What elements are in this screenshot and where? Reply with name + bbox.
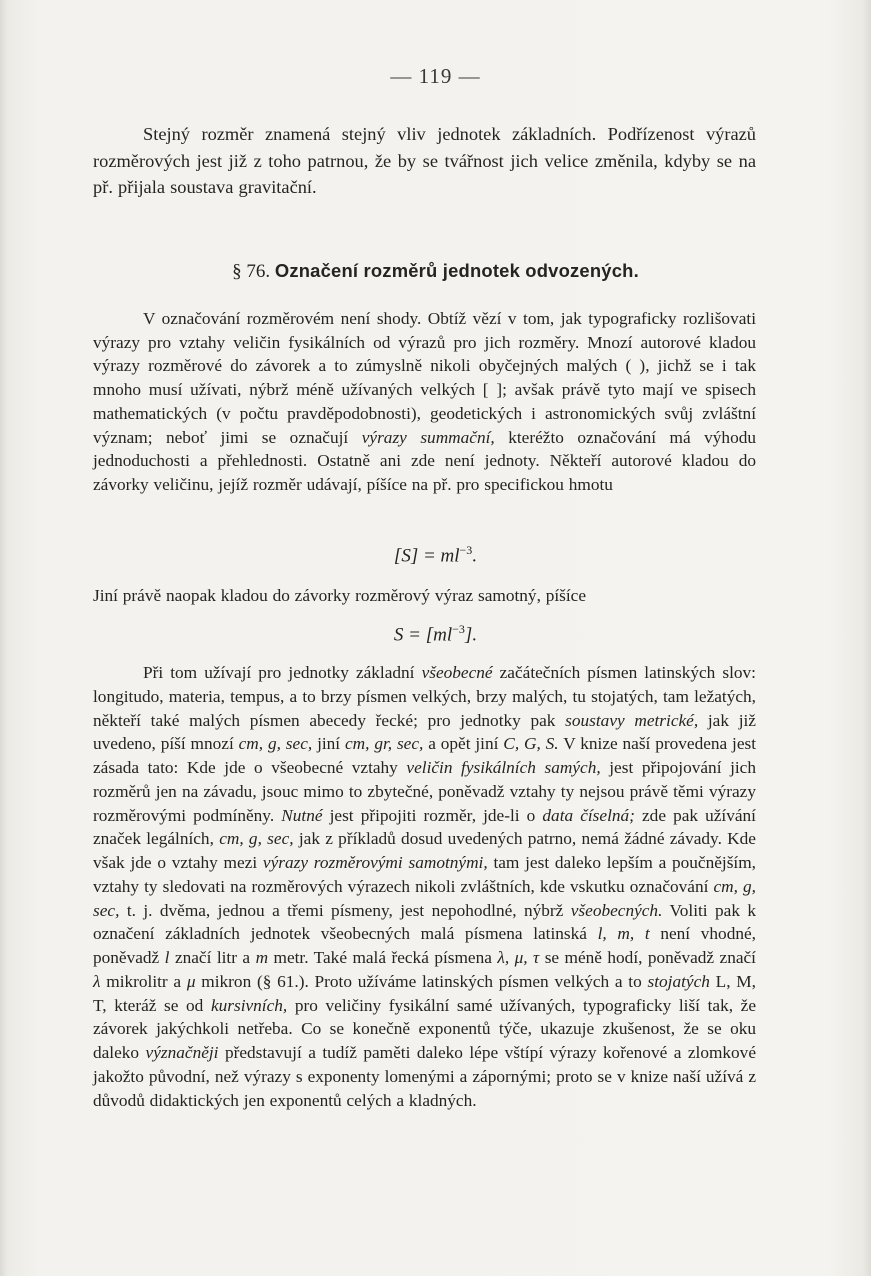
text-run: se méně hodí, poněvadž značí bbox=[544, 948, 756, 968]
paragraph-1 bbox=[93, 307, 756, 497]
italic-phrase: m bbox=[255, 948, 269, 968]
paragraph-1-italic: výrazy summační, bbox=[361, 427, 495, 447]
italic-phrase: data číselná; bbox=[542, 805, 635, 825]
text-run: tam jest daleko lepším a poučnějším, vztahy ty sledovati na rozměrových výrazech nikoli zvláštních, kde vskutku označování bbox=[93, 853, 756, 896]
text-run: mikrolitr a bbox=[106, 971, 182, 991]
intro-paragraph: Stejný rozměr znamená stejný vliv jednotek základních. Podřízenost výrazů rozměrových jest již z toho patrnou, že by se tvářnost jich velice změnila, kdyby se na př. přijala soustava gravitační. bbox=[93, 124, 756, 198]
italic-phrase: Nutné bbox=[281, 805, 323, 825]
text-run: zde pak užívání značek legálních, bbox=[93, 805, 756, 849]
text-run: jest připojování jich rozměrů jen na závadu, jsouc mimo to zbytečné, poněvadž vztahy ty nejsou právě těmi výrazy rozměrovými podmíněny. bbox=[93, 758, 756, 825]
italic-phrase: cm, gr, sec, bbox=[344, 734, 424, 754]
formula-part: ]. bbox=[464, 624, 478, 646]
paragraph-1-text: V označování rozměrovém není shody. Obtíž vězí v tom, jak typograficky rozlišovati výrazy pro vztahy veličin fysikálních od výrazů pro jich rozměry. Mnozí autorové kladou výrazy rozměrové do závorek a to zúmyslně nikoli obyčejných malých ( ), jichž se i tak mnoho musí užívati, nýbrž méně užívaných velkých [ ]; avšak právě tyto mají ve spisech mathematických (v počtu pravděpodobnosti), geodetických i astronomických svůj zvláštní význam; neboť jimi se označují bbox=[93, 309, 756, 447]
text-run: pro veličiny fysikální samé užívaných, typograficky liší tak, že závorek jakýchkoli netřeba. Co se konečně exponentů týče, ukazuje zkušenost, že se oku daleko bbox=[93, 995, 756, 1063]
italic-phrase: stojatých bbox=[647, 971, 710, 991]
text-run: L, M, T, kteráž se od bbox=[93, 971, 756, 1015]
italic-phrase: C, G, S. bbox=[503, 734, 559, 754]
text-run: jest připojiti rozměr, jde-li o bbox=[329, 805, 536, 825]
italic-phrase: l, m, t bbox=[597, 924, 650, 944]
italic-phrase: veličin fysikálních samých, bbox=[406, 758, 601, 778]
section-heading bbox=[0, 256, 871, 287]
text-run: jiní bbox=[317, 734, 341, 754]
text-run: není vhodné, poněvadž bbox=[93, 924, 756, 968]
formula-part: −3 bbox=[459, 543, 473, 557]
formula-part: [S] = ml bbox=[393, 545, 460, 567]
italic-phrase: výrazy rozměrovými samotnými, bbox=[262, 853, 488, 873]
text-run: Při tom užívají pro jednotky základní bbox=[143, 663, 415, 682]
text-run: mikron (§ 61.). Proto užíváme latinských písmen velkých a to bbox=[201, 971, 642, 991]
italic-phrase: všeobecné bbox=[421, 663, 493, 682]
text-run: t. j. dvěma, jednou a třemi písmeny, jest nepohodlné, nýbrž bbox=[126, 900, 564, 920]
formula-specific-mass bbox=[0, 543, 871, 567]
text-run: Voliti pak k označení základních jednotek všeobecných malá písmena latinská bbox=[93, 900, 757, 944]
paragraph-1-continued: kteréžto označování má výhodu jednoduchosti a přehlednosti. Ostatně ani zde není jednoty. Někteří autorové kladou do závorky veličinu, jejíž rozměr udávají, píšíce na př. pro specifickou hmotu bbox=[93, 427, 756, 494]
italic-phrase: cm, g, sec, bbox=[219, 829, 294, 849]
italic-phrase: kursivních, bbox=[210, 995, 288, 1015]
formula-part: . bbox=[472, 545, 478, 567]
text-run: začátečních písmen latinských slov: longitudo, materia, tempus, a to brzy písmen velkých, brzy malých, tu stojatých, tam ležatých, někteří také malých písmen abecedy řecké; pro jednotky pak bbox=[93, 663, 756, 730]
italic-phrase: všeobecných. bbox=[570, 900, 663, 920]
italic-phrase: soustavy metrické, bbox=[565, 710, 699, 730]
section-number: § 76. bbox=[232, 261, 271, 282]
italic-phrase: význačněji bbox=[145, 1043, 219, 1063]
italic-phrase: l bbox=[164, 948, 170, 968]
italic-phrase: cm, g, sec, bbox=[93, 876, 756, 920]
italic-phrase: λ bbox=[93, 971, 101, 991]
italic-phrase: λ, μ, τ bbox=[497, 948, 540, 968]
text-run: jak již uvedeno, píší mnozí bbox=[93, 710, 756, 754]
italic-phrase: cm, g, sec, bbox=[238, 734, 313, 754]
text-run: a opět jiní bbox=[428, 734, 499, 754]
page-number: — 119 — bbox=[390, 64, 481, 88]
section-title: Označení rozměrů jednotek odvozených. bbox=[274, 260, 639, 281]
text-run: metr. Také malá řecká písmena bbox=[273, 948, 492, 968]
italic-phrase: μ bbox=[186, 971, 196, 991]
text-run: představují a tudíž paměti daleko lépe vštípí výrazy kořenové a zlomkové jakožto původní, než výrazy s exponenty lomenými a zápornými; proto se v knize naší užívá z důvodů didaktických jen exponentů celých a kladných. bbox=[93, 1043, 756, 1110]
formula-part: −3 bbox=[452, 622, 465, 636]
formula-part: S = [ml bbox=[393, 624, 453, 646]
text-run: V knize naší provedena jest zásada tato: Kde jde o všeobecné vztahy bbox=[93, 734, 757, 778]
text-run: značí litr a bbox=[174, 948, 251, 968]
paragraph-3 bbox=[93, 661, 756, 1113]
formula-dimension bbox=[0, 622, 871, 646]
paragraph-2: Jiní právě naopak kladou do závorky rozměrový výraz samotný, píšíce bbox=[93, 586, 587, 605]
text-run: jak z příkladů dosud uvedených patrno, nemá žádné závady. Kde však jde o vztahy mezi bbox=[93, 829, 756, 873]
